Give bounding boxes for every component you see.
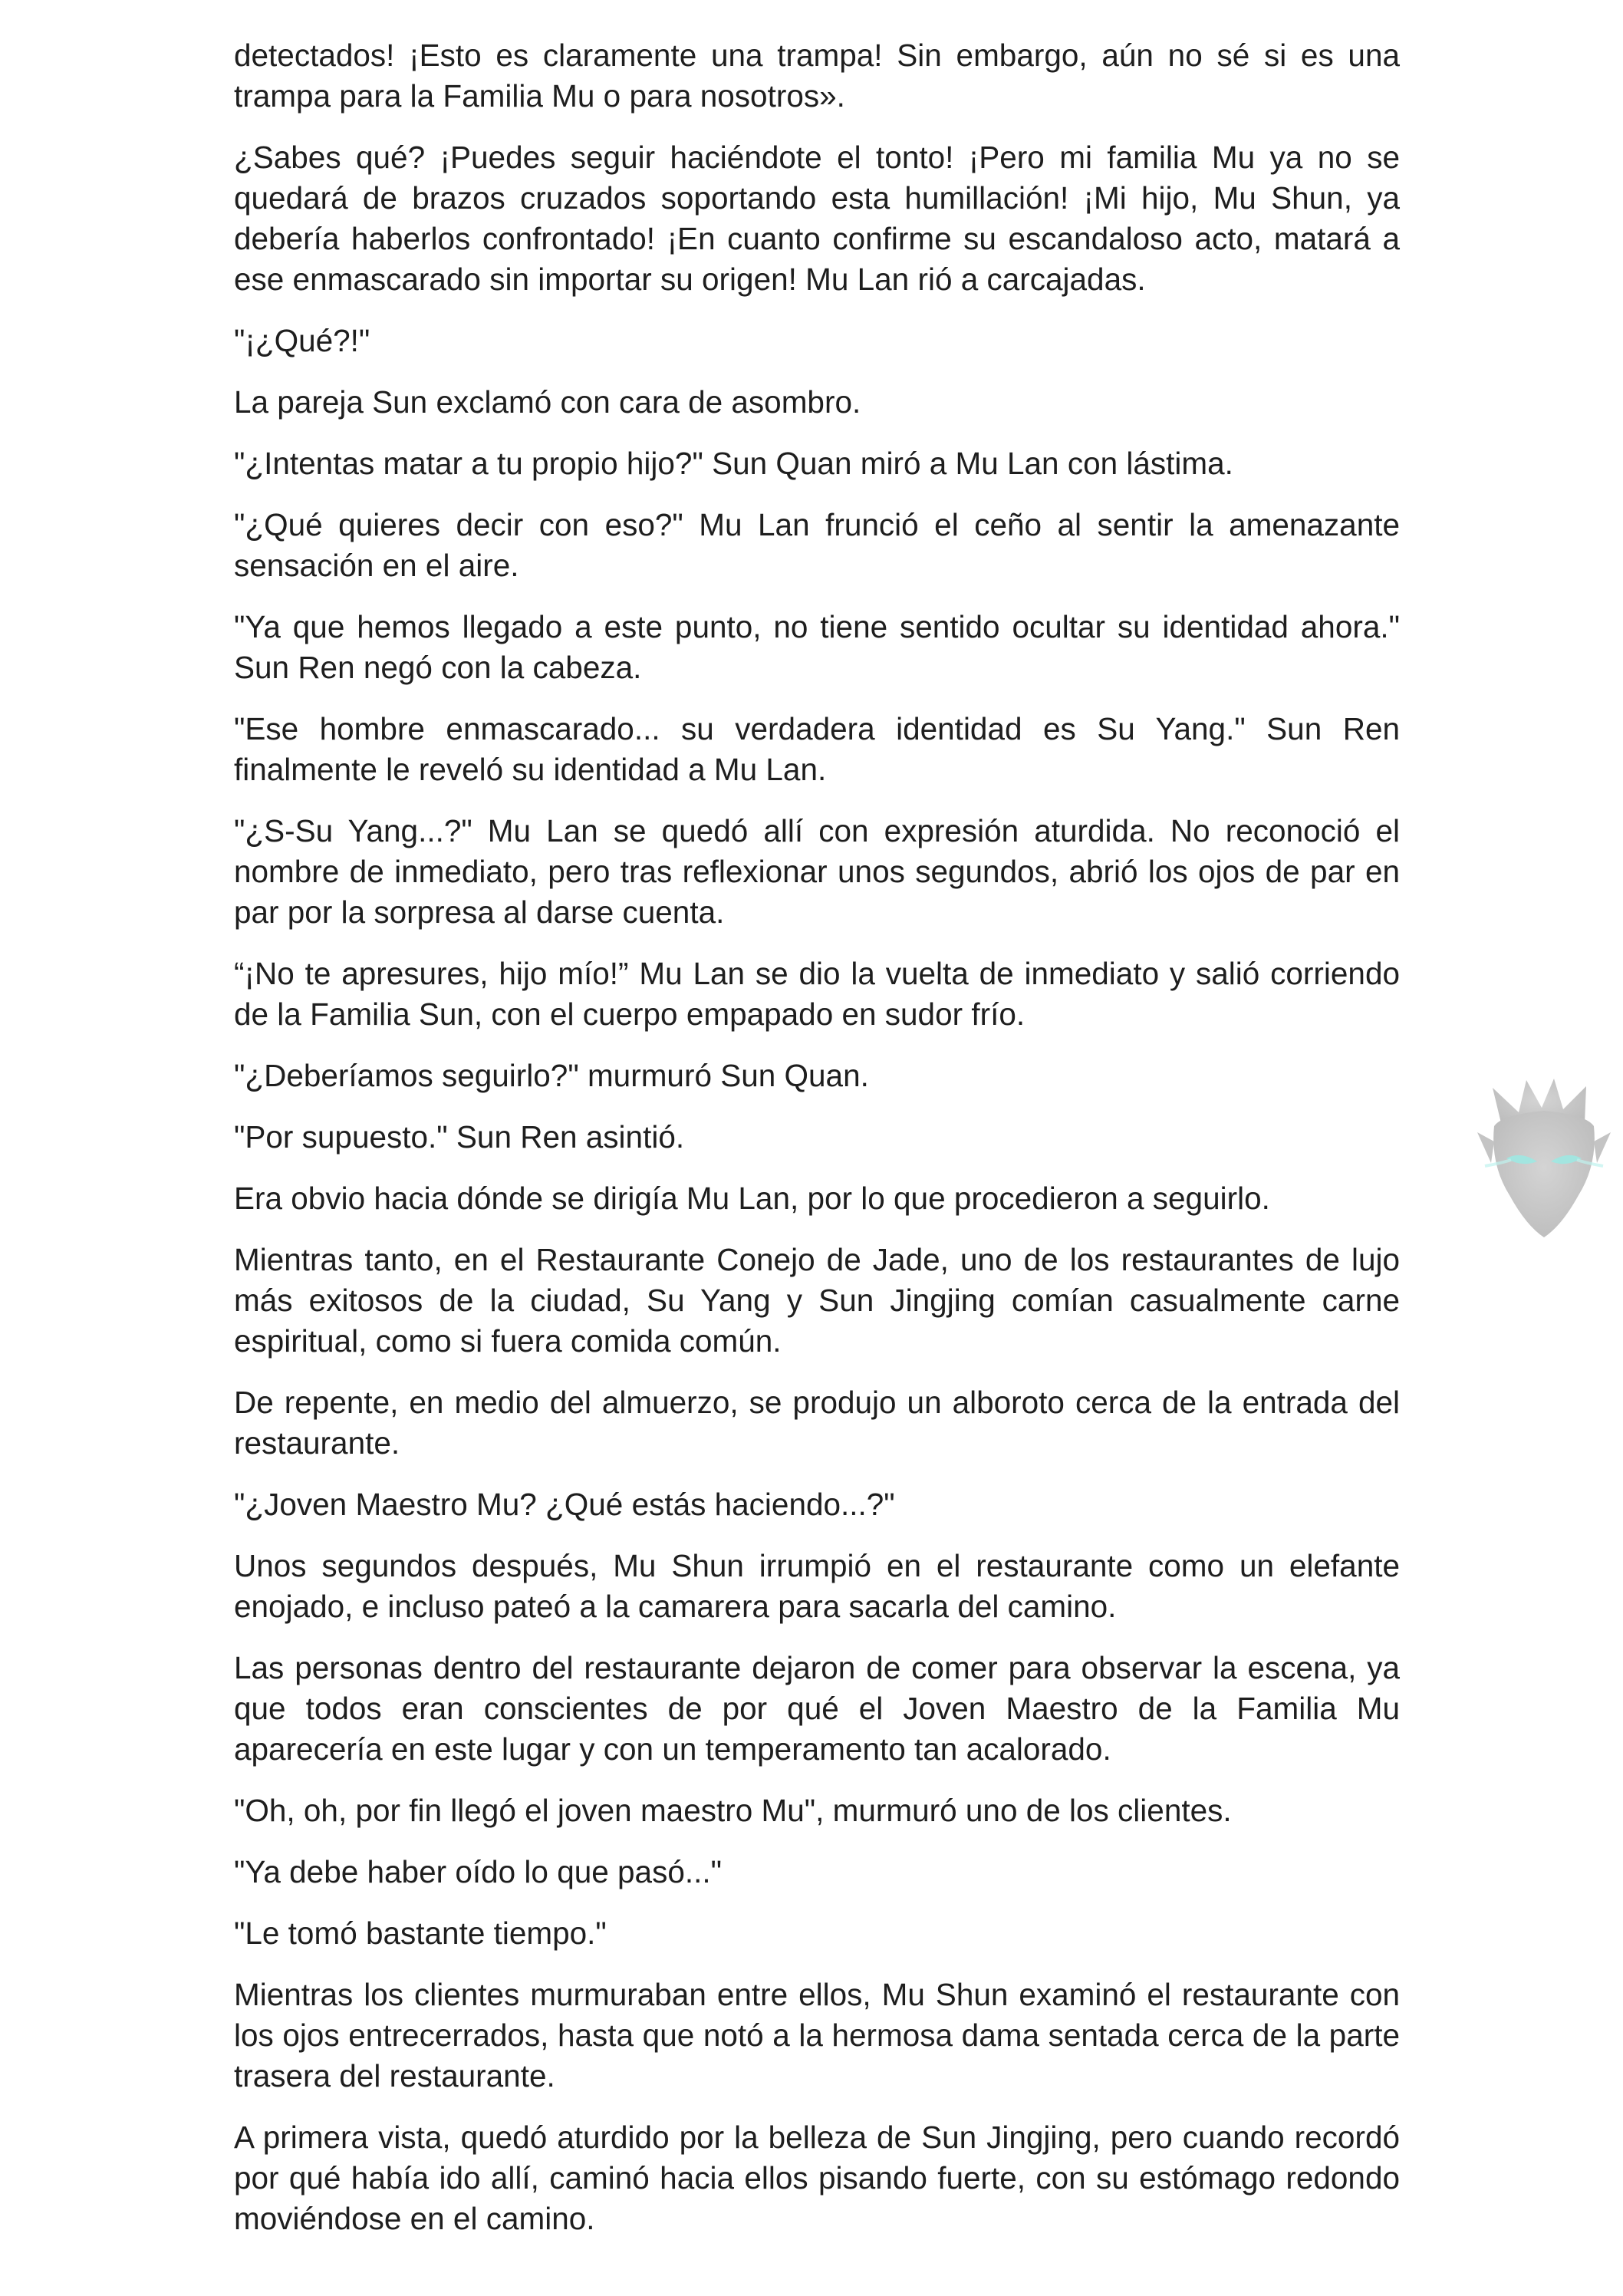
paragraph-12: "Por supuesto." Sun Ren asintió. — [234, 1119, 685, 1155]
paragraph-11: "¿Deberíamos seguirlo?" murmuró Sun Quan. — [234, 1058, 869, 1093]
paragraph-18: Las personas dentro del restaurante dejaron de comer para observar la escena, ya que todos eran conscientes de por qué el Joven Maestro de la Familia Mu aparecería en este lugar y con un temperamento tan acalorado. — [234, 1650, 1400, 1767]
paragraph-20: "Ya debe haber oído lo que pasó..." — [234, 1854, 722, 1889]
paragraph-10: “¡No te apresures, hijo mío!” Mu Lan se dio la vuelta de inmediato y salió corriendo de la Familia Sun, con el cuerpo empapado en sudor frío. — [234, 956, 1400, 1032]
paragraph-16: "¿Joven Maestro Mu? ¿Qué estás haciendo...?" — [234, 1487, 895, 1522]
paragraph-9: "¿S-Su Yang...?" Mu Lan se quedó allí con expresión aturdida. No reconoció el nombre de inmediato, pero tras reflexionar unos segundos, abrió los ojos de par en par por la sorpresa al darse cuenta. — [234, 813, 1400, 930]
paragraph-21: "Le tomó bastante tiempo." — [234, 1916, 607, 1951]
paragraph-22: Mientras los clientes murmuraban entre ellos, Mu Shun examinó el restaurante con los ojos entrecerrados, hasta que notó a la hermosa dama sentada cerca de la parte trasera del restaurante. — [234, 1977, 1400, 2093]
paragraph-13: Era obvio hacia dónde se dirigía Mu Lan, por lo que procedieron a seguirlo. — [234, 1181, 1270, 1216]
paragraph-17: Unos segundos después, Mu Shun irrumpió en el restaurante como un elefante enojado, e incluso pateó a la camarera para sacarla del camino. — [234, 1548, 1400, 1624]
paragraph-14: Mientras tanto, en el Restaurante Conejo de Jade, uno de los restaurantes de lujo más exitosos de la ciudad, Su Yang y Sun Jingjing comían casualmente carne espiritual, como si fuera comida común. — [234, 1242, 1400, 1359]
paragraph-23: A primera vista, quedó aturdido por la belleza de Sun Jingjing, pero cuando recordó por qué había ido allí, caminó hacia ellos pisando fuerte, con su estómago redondo moviéndose en el camino. — [234, 2120, 1400, 2236]
paragraph-15: De repente, en medio del almuerzo, se produjo un alboroto cerca de la entrada del restaurante. — [234, 1385, 1400, 1461]
document-page — [234, 35, 1400, 2260]
paragraph-4: La pareja Sun exclamó con cara de asombro. — [234, 384, 861, 420]
paragraph-6: "¿Qué quieres decir con eso?" Mu Lan frunció el ceño al sentir la amenazante sensación en el aire. — [234, 507, 1400, 583]
paragraph-5: "¿Intentas matar a tu propio hijo?" Sun Quan miró a Mu Lan con lástima. — [234, 446, 1233, 481]
paragraph-2: ¿Sabes qué? ¡Puedes seguir haciéndote el tonto! ¡Pero mi familia Mu ya no se quedará de brazos cruzados soportando esta humillación! ¡Mi hijo, Mu Shun, ya debería haberlos confrontado! ¡En cuanto confirme su escandaloso acto, matará a ese enmascarado sin importar su origen! Mu Lan rió a carcajadas. — [234, 140, 1400, 297]
paragraph-19: "Oh, oh, por fin llegó el joven maestro Mu", murmuró uno de los clientes. — [234, 1793, 1232, 1828]
paragraph-8: "Ese hombre enmascarado... su verdadera identidad es Su Yang." Sun Ren finalmente le reveló su identidad a Mu Lan. — [234, 711, 1400, 787]
paragraph-3: "¡¿Qué?!" — [234, 323, 370, 358]
paragraph-7: "Ya que hemos llegado a este punto, no tiene sentido ocultar su identidad ahora." Sun Ren negó con la cabeza. — [234, 609, 1400, 685]
paragraph-1: detectados! ¡Esto es claramente una trampa! Sin embargo, aún no sé si es una trampa para la Familia Mu o para nosotros». — [234, 38, 1400, 114]
demon-head-icon — [1471, 1072, 1617, 1249]
